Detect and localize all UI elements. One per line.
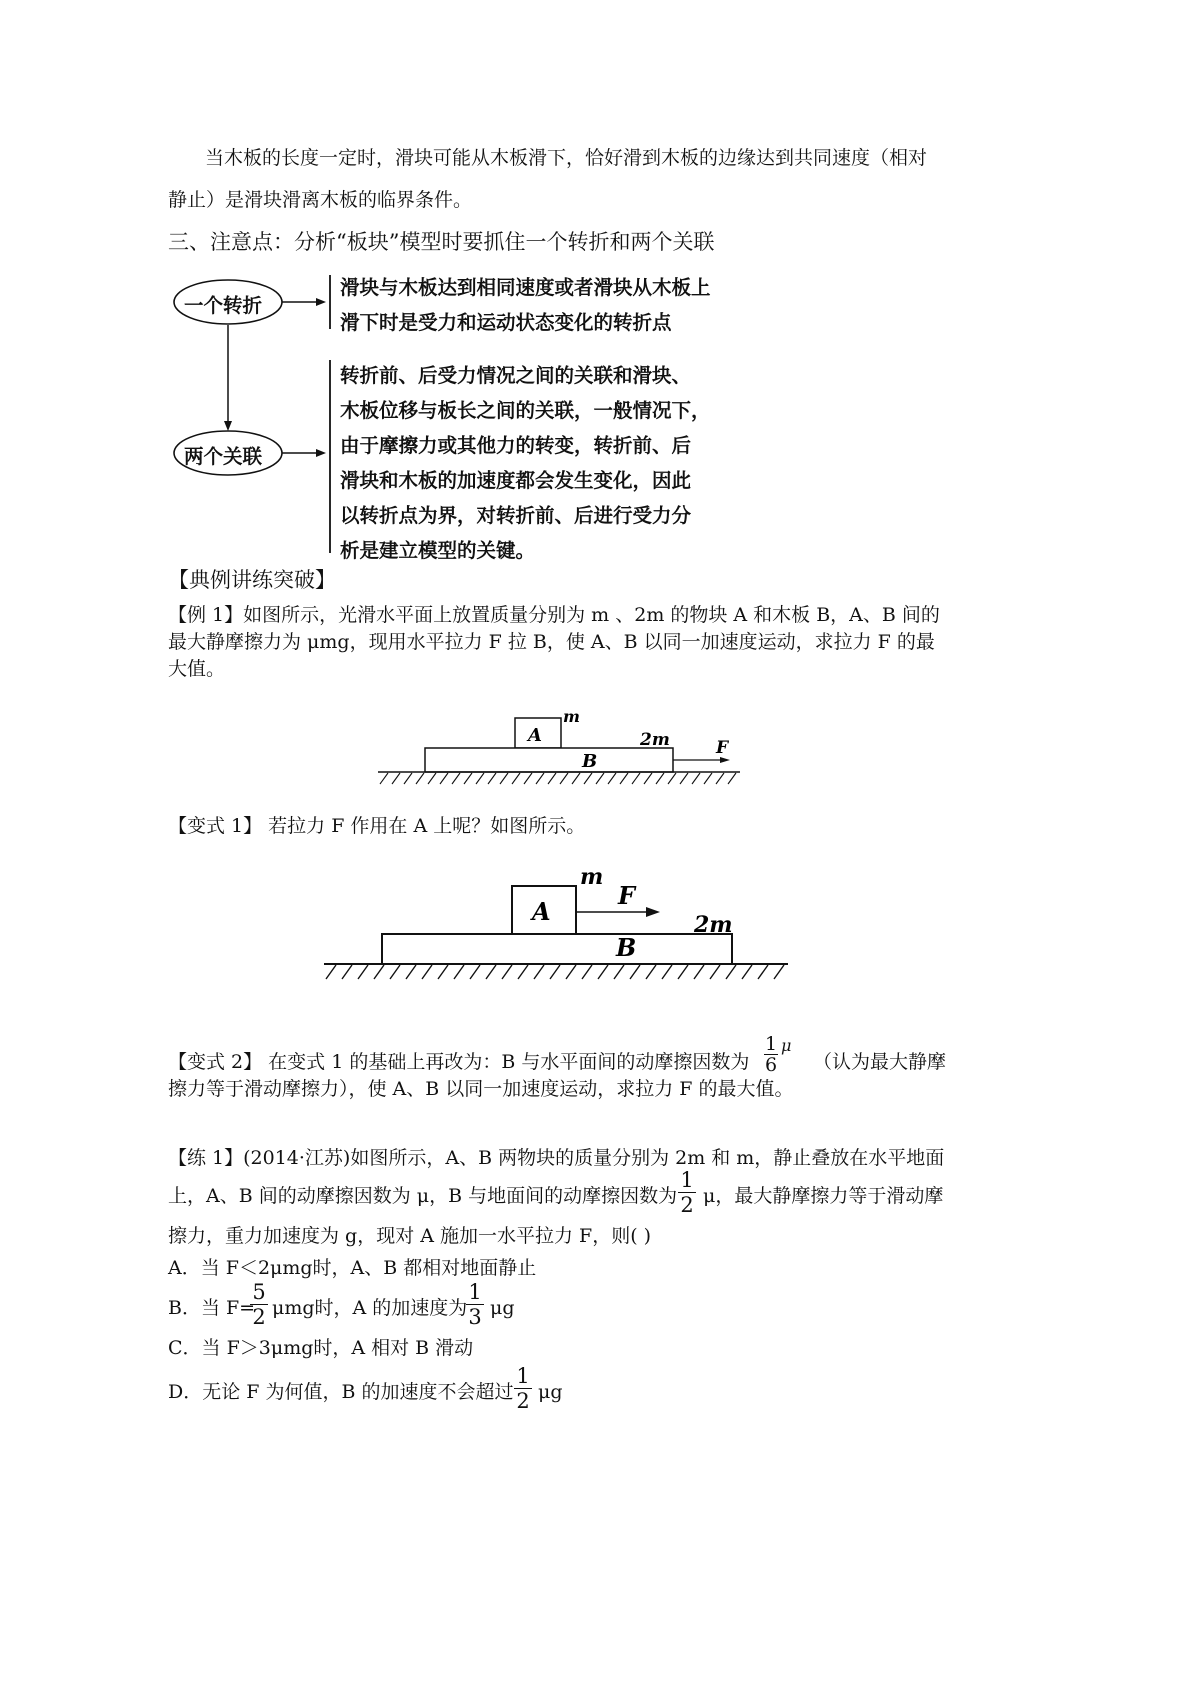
fig1-label-m: m (563, 707, 580, 726)
option-d-num: 1 (514, 1364, 532, 1389)
practice-line-3: 擦力，重力加速度为 g，现对 A 施加一水平拉力 F，则( ) (168, 1225, 652, 1247)
fig1-label-f: F (716, 738, 729, 758)
practice-line-1: 【练 1】(2014·江苏)如图所示，A、B 两物块的质量分别为 2m 和 m，静止叠放在水平地面 (168, 1147, 945, 1169)
option-b-post: μg (490, 1297, 515, 1319)
fig1-hatch (380, 773, 736, 784)
option-b-num-1: 5 (250, 1280, 268, 1305)
example-1-line-3: 大值。 (168, 658, 226, 680)
intro-line-2: 静止）是滑块滑离木板的临界条件。 (168, 189, 473, 211)
variant-2-post: （认为最大静摩 (813, 1051, 947, 1073)
option-c: C．当 F＞3μmg时，A 相对 B 滑动 (168, 1337, 474, 1359)
option-d-den: 2 (516, 1389, 530, 1413)
variant-2-fraction (764, 1034, 778, 1075)
flow-node1-text-1: 滑块与木板达到相同速度或者滑块从木板上 (340, 276, 711, 299)
practice-frac-num: 1 (678, 1168, 696, 1193)
flow-node1-text-2: 滑下时是受力和运动状态变化的转折点 (340, 311, 672, 334)
figure-2 (318, 862, 798, 982)
variant-2-frac-den: 6 (764, 1054, 778, 1076)
fig2-label-b: B (616, 933, 637, 962)
option-b-den-1: 2 (252, 1305, 266, 1329)
figure-1 (370, 700, 750, 790)
flow-node-turning: 一个转折 (184, 294, 263, 317)
option-b-fraction-2 (466, 1280, 484, 1329)
variant-2-line-1 (168, 1050, 749, 1074)
flow-node2-text-6: 析是建立模型的关键。 (340, 539, 536, 562)
fig2-hatch (326, 965, 784, 979)
flow-node-association: 两个关联 (184, 445, 263, 468)
fig1-label-2m: 2m (640, 730, 670, 750)
section-3-title: 三、注意点：分析“板块”模型时要抓住一个转折和两个关联 (168, 230, 715, 254)
option-b-num-2: 1 (466, 1280, 484, 1305)
flow-node2-text-3: 由于摩擦力或其他力的转变，转折前、后 (340, 434, 692, 457)
fig2-label-m: m (580, 864, 604, 890)
flow-node2-text-5: 以转折点为界，对转折前、后进行受力分 (340, 504, 692, 527)
variant-2-frac-num: 1 (764, 1033, 778, 1055)
example-1-line-2: 最大静摩擦力为 μmg，现用水平拉力 F 拉 B，使 A、B 以同一加速度运动，求拉力 F 的最 (168, 631, 935, 653)
flow-node2-text-2: 木板位移与板长之间的关联，一般情况下， (340, 399, 711, 422)
fig2-label-a: A (532, 897, 551, 926)
fig1-board-b (425, 748, 673, 772)
flow-node2-text-1: 转折前、后受力情况之间的关联和滑块、 (340, 364, 692, 387)
option-b-mid: μmg时，A 的加速度为 (272, 1297, 468, 1319)
option-d-pre: D．无论 F 为何值，B 的加速度不会超过 (168, 1381, 514, 1403)
intro-line-1: 当木板的长度一定时，滑块可能从木板滑下，恰好滑到木板的边缘达到共同速度（相对 (205, 147, 928, 169)
practice-fraction-half (678, 1168, 696, 1217)
option-b-pre: B．当 F= (168, 1297, 256, 1319)
variant-2-line-2: 擦力等于滑动摩擦力），使 A、B 以同一加速度运动，求拉力 F 的最大值。 (168, 1078, 794, 1100)
practice-line-2-post: μ，最大静摩擦力等于滑动摩 (703, 1185, 944, 1207)
variant-1: 【变式 1】 若拉力 F 作用在 A 上呢？如图所示。 (168, 815, 586, 837)
fig1-label-a: A (528, 725, 542, 746)
variant-2-mu: μ (781, 1036, 792, 1055)
option-d-post: μg (538, 1381, 563, 1403)
example-1-line-1: 【例 1】如图所示，光滑水平面上放置质量分别为 m 、2m 的物块 A 和木板 B，A、B 间的 (168, 604, 940, 626)
fig2-board-b (382, 934, 732, 964)
option-b-den-2: 3 (468, 1305, 482, 1329)
flow-node2-text-4: 滑块和木板的加速度都会发生变化，因此 (340, 469, 692, 492)
practice-frac-den: 2 (680, 1193, 694, 1217)
option-d-fraction (514, 1364, 532, 1413)
examples-heading: 【典例讲练突破】 (168, 568, 336, 592)
practice-line-2: 上，A、B 间的动摩擦因数为 μ，B 与地面间的动摩擦因数为 (168, 1185, 678, 1207)
option-a: A．当 F＜2μmg时，A、B 都相对地面静止 (168, 1257, 537, 1279)
fig2-label-2m: 2m (694, 912, 733, 938)
option-b-fraction-1 (250, 1280, 268, 1329)
fig2-label-f: F (618, 881, 636, 910)
fig1-label-b: B (582, 751, 598, 772)
variant-2-pre: 【变式 2】 在变式 1 的基础上再改为：B 与水平面间的动摩擦因数为 (168, 1051, 750, 1073)
